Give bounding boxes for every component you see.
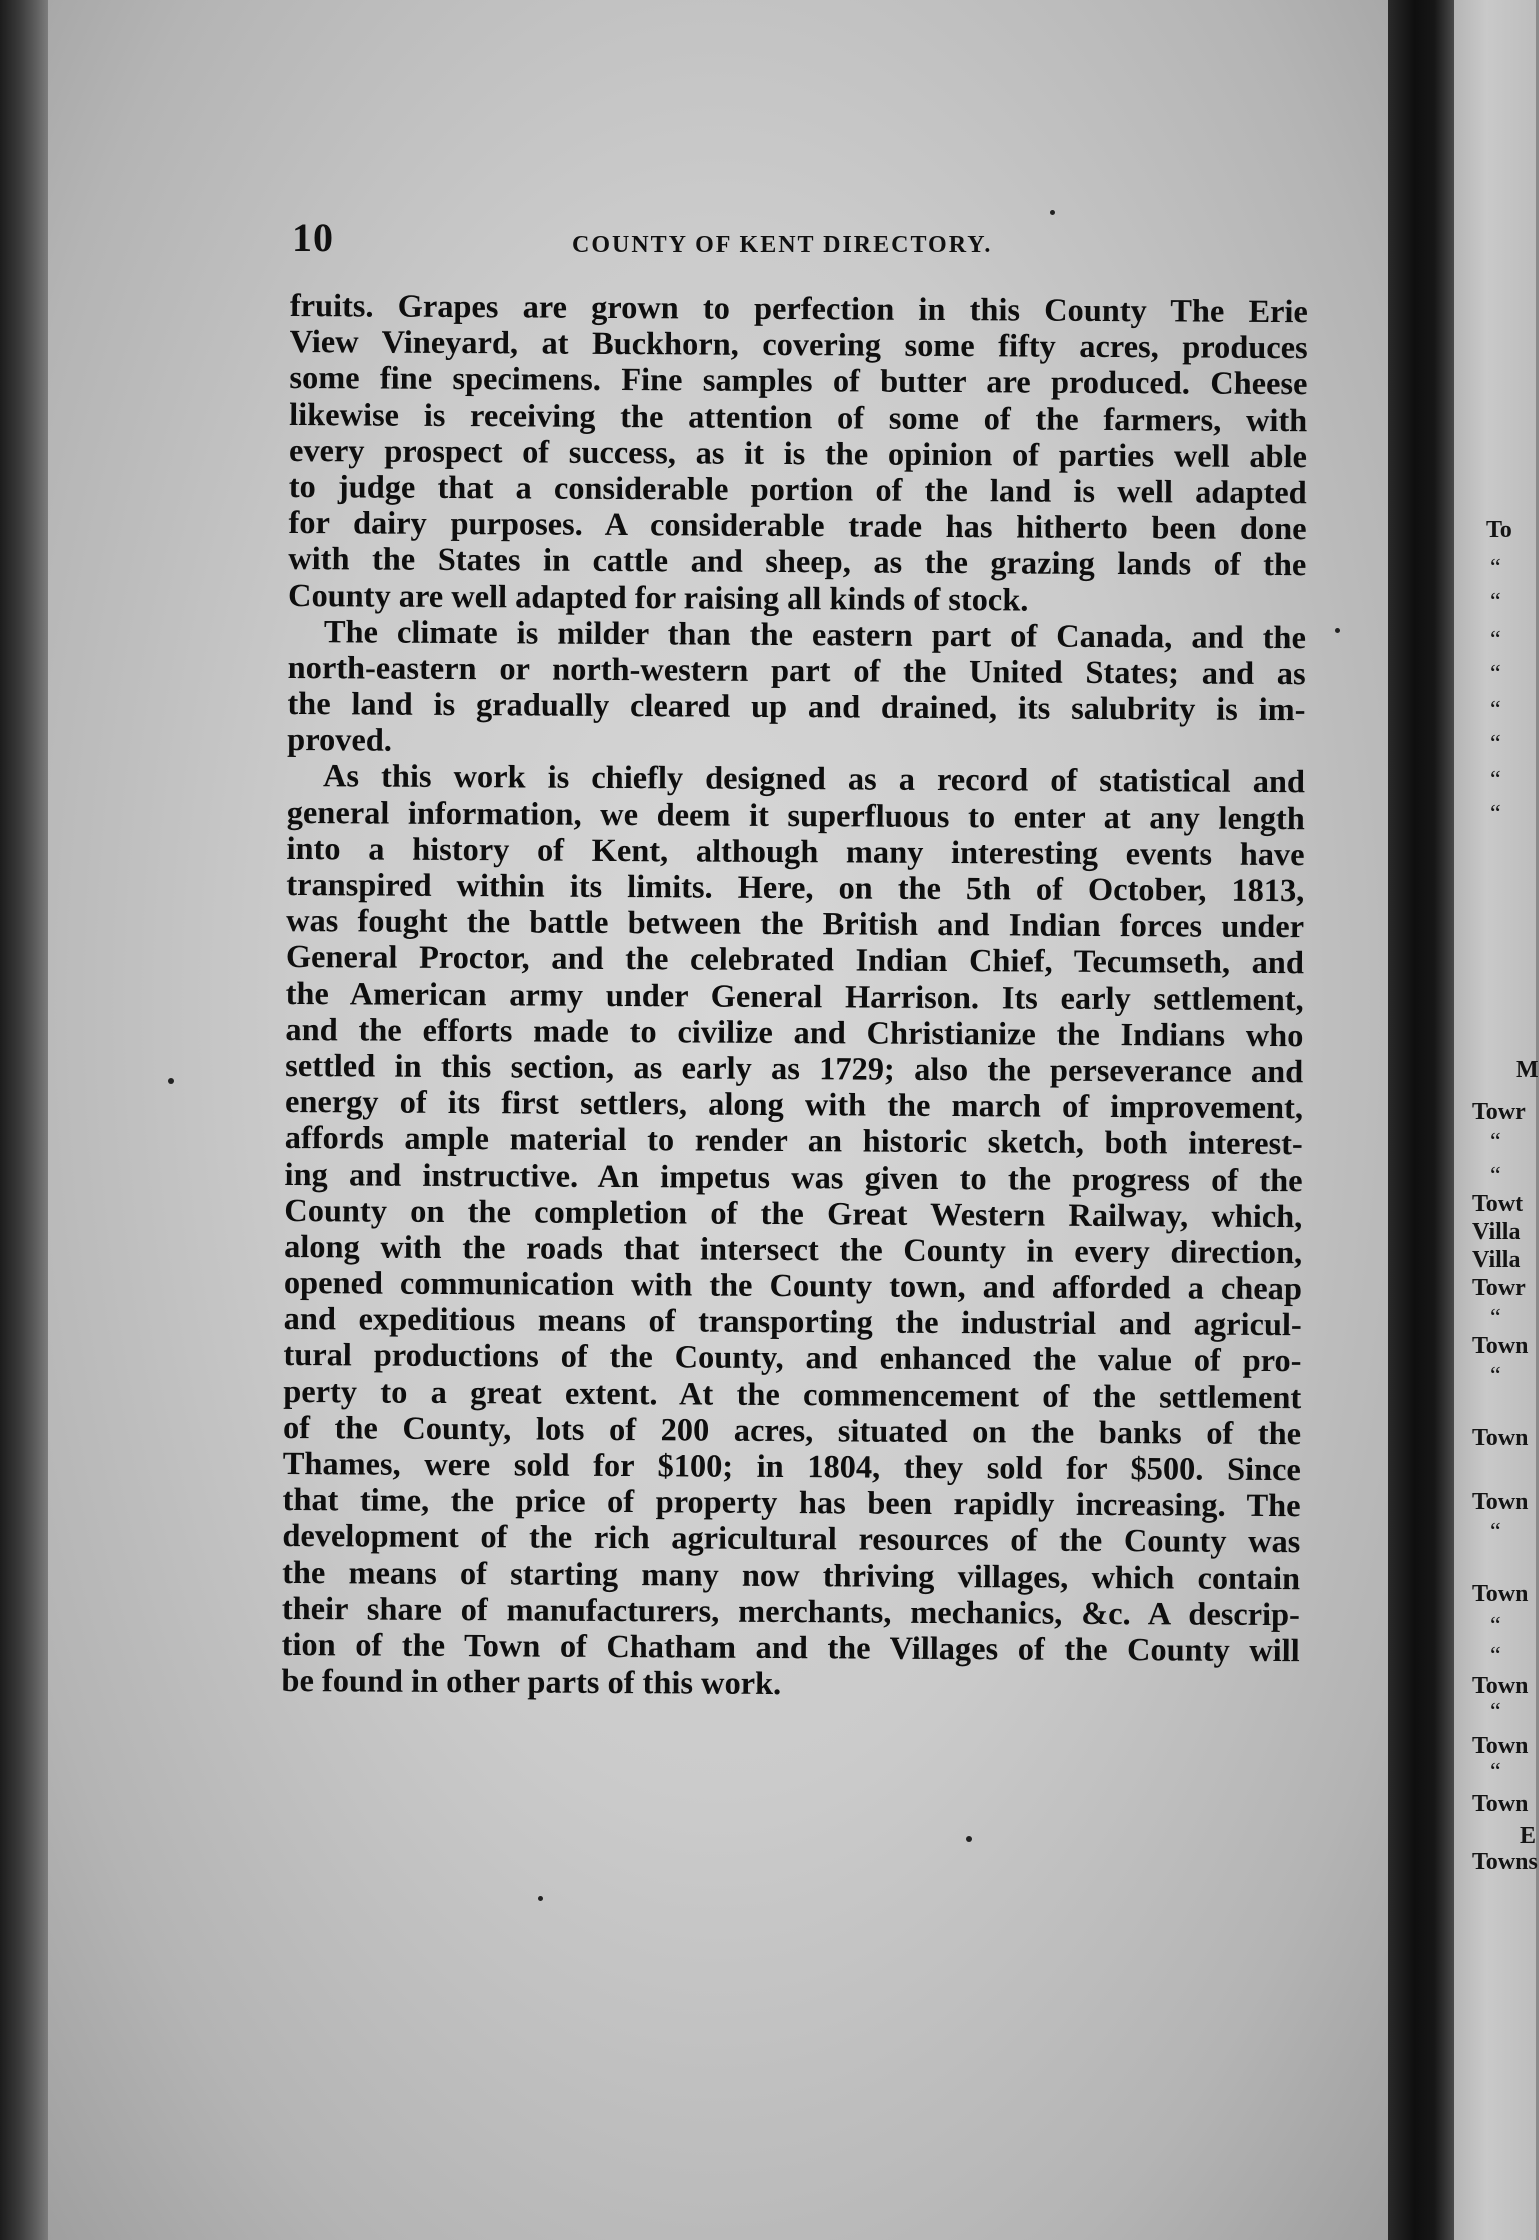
dust-speck [1335, 628, 1340, 633]
text-line: Thames, were sold for $100; in 1804, they sold for $500. Since [282, 1445, 1301, 1489]
facing-page-text: “ [1490, 1363, 1501, 1389]
text-line: opened communication with the County town, and afforded a cheap [283, 1265, 1303, 1308]
text-line: the land is gradually cleared up and drained, its salubrity is im- [287, 686, 1306, 729]
text-line: and expeditious means of transporting the industrial and agricul- [283, 1301, 1302, 1344]
facing-page-text: “ [1490, 731, 1501, 757]
facing-page-text: Towr [1472, 1275, 1526, 1301]
facing-page-text: “ [1490, 555, 1501, 581]
text-line: tion of the Town of Chatham and the Villages of the County will [281, 1626, 1300, 1670]
text-line: for dairy purposes. A considerable trade has hitherto been done [288, 505, 1307, 548]
text-line: into a history of Kent, although many interesting events have [286, 830, 1305, 874]
facing-page-text: “ [1490, 801, 1501, 827]
running-title: COUNTY OF KENT DIRECTORY. [572, 232, 993, 258]
facing-page-text: Towns [1472, 1849, 1538, 1875]
text-line: likewise is receiving the attention of some of the farmers, with [289, 396, 1308, 439]
text-line: County on the completion of the Great Western Railway, which, [284, 1192, 1303, 1235]
facing-page-text: Towt [1472, 1191, 1524, 1217]
text-line: development of the rich agricultural resources of the County was [282, 1518, 1301, 1561]
text-line: of the County, lots of 200 acres, situated on the banks of the [282, 1409, 1302, 1453]
book-binding-edge [0, 0, 48, 2240]
text-line: be found in other parts of this work. [281, 1663, 782, 1703]
facing-page-text: Town [1472, 1673, 1529, 1699]
body-text [281, 288, 1308, 1706]
text-line: affords ample material to render an historic sketch, both interest- [284, 1120, 1303, 1163]
facing-page-text: To [1486, 517, 1512, 543]
text-line: The climate is milder than the eastern part of Canada, and the [323, 613, 1306, 656]
facing-page-fragment [1454, 0, 1539, 2240]
facing-page-text: “ [1490, 1305, 1501, 1331]
text-line: was fought the battle between the British and Indian forces under [286, 903, 1305, 946]
facing-page-text: “ [1490, 1129, 1501, 1155]
text-line: with the States in cattle and sheep, as the grazing lands of the [288, 541, 1307, 584]
dust-speck [168, 1078, 174, 1084]
text-line: their share of manufacturers, merchants, mechanics, &c. A descrip- [281, 1590, 1301, 1633]
facing-page-text: Town [1472, 1489, 1529, 1515]
facing-page-text: M [1516, 1057, 1539, 1083]
text-line: north-eastern or north-western part of the United States; and as [287, 649, 1306, 693]
facing-page-text: “ [1490, 1759, 1501, 1785]
dust-speck [966, 1836, 972, 1842]
facing-page-text: Town [1472, 1581, 1529, 1607]
facing-page-text: “ [1490, 697, 1501, 723]
text-line: fruits. Grapes are grown to perfection in this County The Erie [289, 288, 1308, 331]
facing-page-text: “ [1490, 1519, 1501, 1545]
facing-page-text: “ [1490, 1613, 1501, 1639]
facing-page-text: “ [1490, 661, 1501, 687]
facing-page-text: “ [1490, 1643, 1501, 1669]
text-line: perty to a great extent. At the commencement of the settlement [283, 1373, 1302, 1416]
text-line: to judge that a considerable portion of the land is well adapted [288, 468, 1307, 512]
text-line: proved. [287, 722, 393, 759]
text-line: transpired within its limits. Here, on the 5th of October, 1813, [286, 866, 1305, 910]
text-line: As this work is chiefly designed as a record of statistical and [322, 758, 1306, 801]
facing-page-text: “ [1490, 627, 1501, 653]
text-line: and the efforts made to civilize and Christianize the Indians who [285, 1011, 1304, 1054]
facing-page-text: Town [1472, 1791, 1529, 1817]
text-line: energy of its first settlers, along with the march of improvement, [284, 1084, 1304, 1127]
text-line: general information, we deem it superfluous to enter at any length [286, 794, 1305, 837]
text-line: View Vineyard, at Buckhorn, covering some fifty acres, produces [289, 324, 1308, 367]
facing-page-text: “ [1490, 767, 1501, 793]
text-line: that time, the price of property has been rapidly increasing. The [282, 1482, 1301, 1525]
text-line: settled in this section, as early as 1729; also the perseverance and [285, 1047, 1304, 1091]
facing-page-text: Villa [1472, 1219, 1521, 1245]
facing-page-text: Town [1472, 1425, 1529, 1451]
facing-page-text: “ [1490, 1699, 1501, 1725]
text-line: every prospect of success, as it is the opinion of parties well able [288, 432, 1308, 475]
dust-speck [538, 1896, 543, 1901]
text-line: some fine specimens. Fine samples of butter are produced. Cheese [289, 360, 1308, 403]
dust-speck [1050, 210, 1055, 215]
text-line: General Proctor, and the celebrated Indian Chief, Tecumseth, and [285, 939, 1305, 982]
facing-page-text: “ [1490, 589, 1501, 615]
facing-page-text: Town [1472, 1333, 1529, 1359]
page-number: 10 [292, 215, 334, 260]
text-line: County are well adapted for raising all kinds of stock. [288, 577, 1029, 619]
running-head [292, 214, 1318, 264]
facing-page-text: Town [1472, 1733, 1529, 1759]
book-gutter [1388, 0, 1454, 2240]
text-line: tural productions of the County, and enhanced the value of pro- [283, 1337, 1302, 1380]
text-line: the means of starting many now thriving villages, which contain [282, 1554, 1301, 1597]
facing-page-text: Towr [1472, 1099, 1526, 1125]
text-line: the American army under General Harrison. Its early settlement, [285, 975, 1304, 1018]
text-line: ing and instructive. An impetus was given to the progress of the [284, 1156, 1303, 1199]
facing-page-text: E [1520, 1823, 1537, 1849]
facing-page-text: “ [1490, 1163, 1501, 1189]
text-line: along with the roads that intersect the County in every direction, [284, 1228, 1303, 1272]
facing-page-text: Villa [1472, 1247, 1521, 1273]
